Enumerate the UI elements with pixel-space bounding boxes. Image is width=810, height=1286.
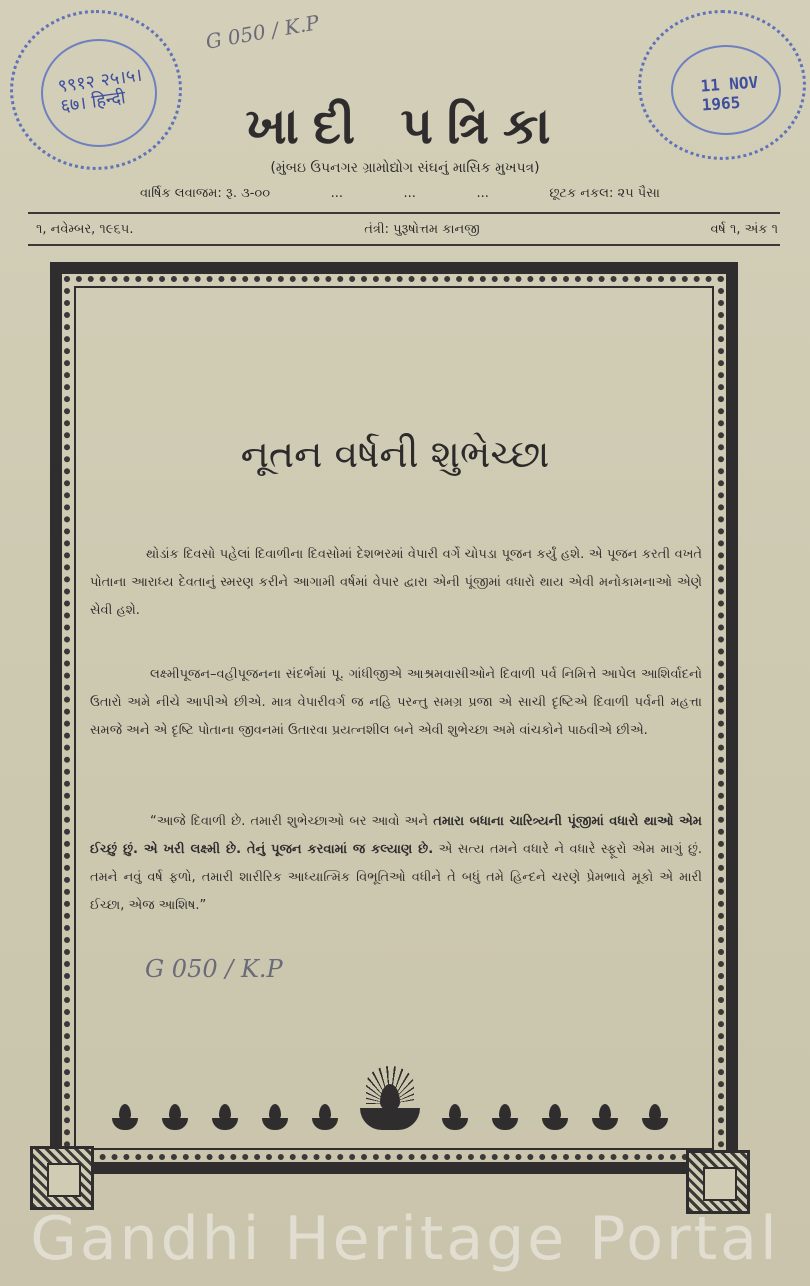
masthead-subtitle: (મુંબઇ ઉપનગર ગ્રામોદ્યોગ સંઘનું માસિક મુખપત્ર) xyxy=(270,160,540,176)
stamp-date: 11 NOV 1965 xyxy=(699,72,759,115)
issue-editor: તંત્રી: પુરૂષોત્તમ કાનજી xyxy=(364,222,480,237)
corner-ornament-core xyxy=(703,1167,737,1201)
pencil-note-bottom: G 050 / K.P xyxy=(145,955,283,983)
separator-dots: ... xyxy=(476,186,489,201)
quote-opening: “આજે દિવાળી છે. તમારી શુભેચ્છાઓ બર આવો અને xyxy=(150,814,434,829)
issue-volume: વર્ષ ૧, અંક ૧ xyxy=(710,222,778,237)
separator-dots: ... xyxy=(403,186,416,201)
pencil-note-top: G 050 / K.P xyxy=(203,10,321,54)
diya-lamp-icon xyxy=(590,1100,620,1130)
diya-lamp-row xyxy=(110,1060,670,1130)
gandhi-quote xyxy=(90,808,702,920)
article-paragraph-1: થોડાંક દિવસો પહેલાં દિવાળીના દિવસોમાં દેશભરમાં વેપારી વર્ગે ચોપડા પૂજન કર્યું હશે. એ પૂજન કરતી વખતે પોતાના આરાધ્ય દેવતાનું સ્મરણ કરીને આગામી વર્ષમાં વેપાર દ્વારા એની પૂંજીમાં વધારો થાય એવી મનોકામનાઓ એણે સેવી હશે. xyxy=(90,547,702,618)
article-heading: નૂતન વર્ષની શુભેચ્છા xyxy=(240,432,550,476)
single-copy-price: છૂટક નકલ: ૨૫ પૈસા xyxy=(549,186,660,201)
diya-lamp-icon xyxy=(210,1100,240,1130)
diya-lamp-icon xyxy=(110,1100,140,1130)
diya-lamp-icon xyxy=(490,1100,520,1130)
masthead-rule-bottom xyxy=(28,244,780,246)
separator-dots: ... xyxy=(330,186,344,201)
diya-lamp-icon xyxy=(640,1100,670,1130)
quote-bold-text: તમારા બધાના ચારિત્ર્યની પૂંજીમાં વધારો થાઓ એમ ઈચ્છું છું. એ ખરી લક્ષ્મી છે. તેનું પૂજન કરવામાં જ કલ્યાણ છે. xyxy=(90,814,702,857)
watermark-text: Gandhi Heritage Portal xyxy=(30,1204,780,1274)
stamp-handwritten-number: ९९१२ २५।५।६७। हिन्दी xyxy=(56,64,144,118)
diya-lamp-icon xyxy=(440,1100,470,1130)
subscription-price: વાર્ષિક લવાજમ: રૂ. ૩-૦૦ xyxy=(140,186,271,201)
issue-line xyxy=(36,222,778,237)
corner-ornament-left xyxy=(30,1146,94,1210)
article-paragraph-2: લક્ષ્મીપૂજન–વહીપૂજનના સંદર્ભમાં પૂ. ગાંધીજીએ આશ્રમવાસીઓને દિવાળી પર્વ નિમિત્તે આપેલ આશિર્વાદનો ઉતારો અમે નીચે આપીએ છીએ. માત્ર વેપારીવર્ગ જ નહિ પરન્તુ સમગ્ર પ્રજા એ સાચી દૃષ્ટિએ દિવાળી પર્વની મહત્તા સમજે અને એ દૃષ્ટિ પોતાના જીવનમાં ઉતારવા પ્રયત્નશીલ બને એવી શુભેચ્છા અમે વાંચકોને પાઠવીએ છીએ. xyxy=(90,667,702,738)
corner-ornament-core xyxy=(47,1163,81,1197)
quote-closing: એ સત્ય તમને વધારે ને વધારે સ્ફૂરો એમ માગું છું. તમને નવું વર્ષ ફળો, તમારી શારીરિક આધ્યાત્મિક વિભૂતિઓ વધીને તે બધું તમે હિન્દને ચરણે પ્રેમભાવે મૂકો એ મારી ઈચ્છા, એજ આશિષ.” xyxy=(90,842,702,913)
issue-date: ૧, નવેમ્બર, ૧૯૬૫. xyxy=(36,222,134,237)
diya-lamp-icon xyxy=(540,1100,570,1130)
diya-lamp-icon xyxy=(260,1100,290,1130)
diya-lamp-icon xyxy=(310,1100,340,1130)
masthead-title: ખાદી પત્રિકા xyxy=(245,96,565,155)
large-diya-lamp-icon xyxy=(360,1066,420,1130)
subscription-line xyxy=(140,186,660,201)
masthead-rule-top xyxy=(28,212,780,214)
diya-lamp-icon xyxy=(160,1100,190,1130)
